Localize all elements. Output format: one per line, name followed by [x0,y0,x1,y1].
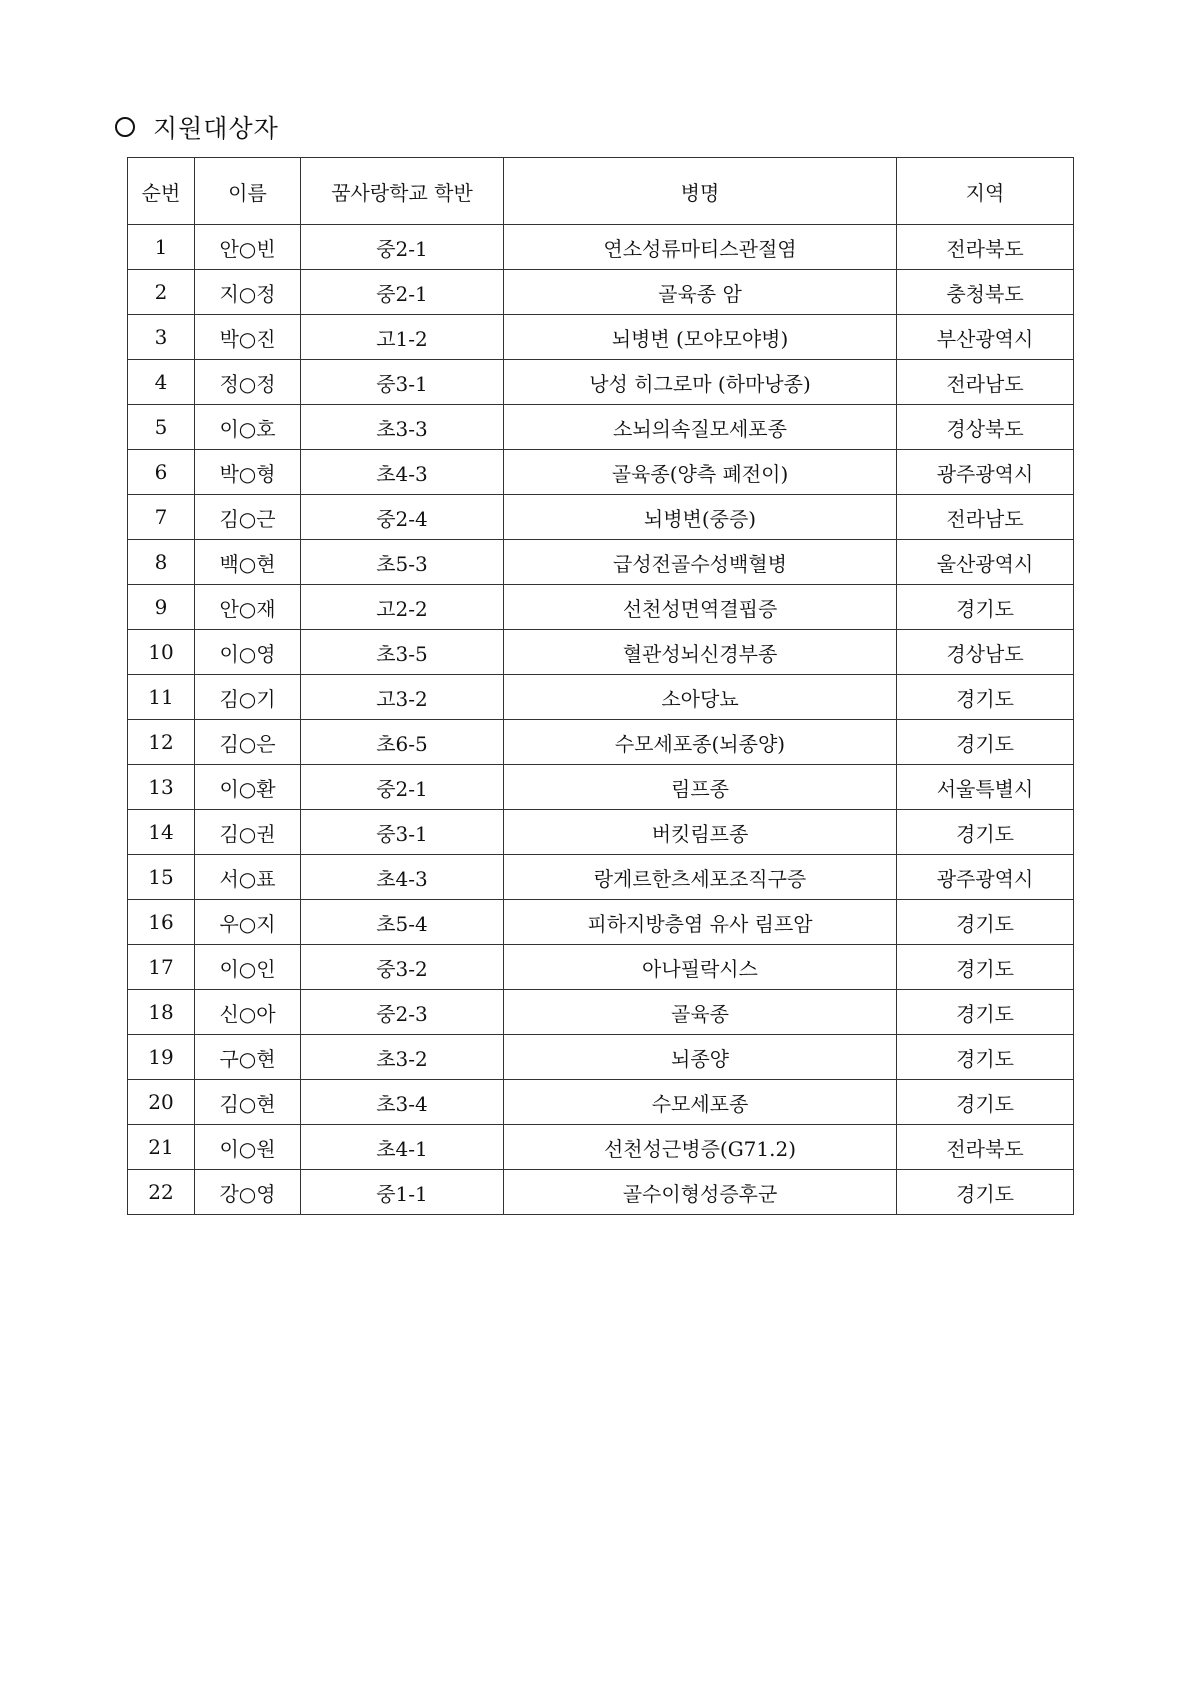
cell-region: 경기도 [897,810,1074,855]
cell-name: 김○기 [195,675,301,720]
table-row [128,495,1074,540]
table-row [128,540,1074,585]
cell-region: 경상남도 [897,630,1074,675]
table-row [128,855,1074,900]
cell-num: 20 [128,1080,195,1125]
cell-region: 경기도 [897,990,1074,1035]
cell-disease: 랑게르한츠세포조직구증 [504,855,897,900]
cell-name: 안○빈 [195,225,301,270]
cell-class: 중3-2 [301,945,504,990]
cell-name: 이○원 [195,1125,301,1170]
table-header-row [128,158,1074,225]
cell-num: 9 [128,585,195,630]
cell-name: 구○현 [195,1035,301,1080]
cell-region: 전라북도 [897,225,1074,270]
cell-class: 초3-5 [301,630,504,675]
cell-region: 광주광역시 [897,450,1074,495]
cell-name: 신○아 [195,990,301,1035]
cell-num: 8 [128,540,195,585]
cell-region: 전라남도 [897,495,1074,540]
cell-name: 강○영 [195,1170,301,1215]
cell-name: 이○호 [195,405,301,450]
cell-disease: 낭성 히그로마 (하마낭종) [504,360,897,405]
support-recipients-table [127,157,1074,1215]
cell-class: 고1-2 [301,315,504,360]
cell-disease: 선천성근병증(G71.2) [504,1125,897,1170]
cell-region: 경기도 [897,585,1074,630]
cell-disease: 뇌병변 (모야모야병) [504,315,897,360]
cell-class: 고3-2 [301,675,504,720]
header-disease: 병명 [504,158,897,225]
cell-region: 광주광역시 [897,855,1074,900]
cell-class: 중2-1 [301,225,504,270]
section-title: 지원대상자 [153,114,279,143]
table-row [128,450,1074,495]
cell-num: 22 [128,1170,195,1215]
cell-class: 중3-1 [301,360,504,405]
table-row [128,900,1074,945]
cell-disease: 뇌종양 [504,1035,897,1080]
cell-region: 부산광역시 [897,315,1074,360]
cell-num: 18 [128,990,195,1035]
cell-name: 박○형 [195,450,301,495]
cell-disease: 수모세포종 [504,1080,897,1125]
cell-name: 정○정 [195,360,301,405]
table-row [128,675,1074,720]
cell-region: 전라남도 [897,360,1074,405]
cell-disease: 선천성면역결핍증 [504,585,897,630]
cell-disease: 골육종 암 [504,270,897,315]
table-row [128,225,1074,270]
cell-class: 중2-4 [301,495,504,540]
cell-disease: 골수이형성증후군 [504,1170,897,1215]
cell-name: 박○진 [195,315,301,360]
cell-disease: 버킷림프종 [504,810,897,855]
cell-num: 6 [128,450,195,495]
table-row [128,810,1074,855]
cell-disease: 소뇌의속질모세포종 [504,405,897,450]
cell-class: 초3-3 [301,405,504,450]
table-row [128,945,1074,990]
cell-num: 1 [128,225,195,270]
cell-region: 충청북도 [897,270,1074,315]
cell-class: 중2-1 [301,765,504,810]
cell-name: 김○근 [195,495,301,540]
table-row [128,1170,1074,1215]
table-row [128,585,1074,630]
cell-disease: 아나필락시스 [504,945,897,990]
cell-region: 경기도 [897,900,1074,945]
cell-disease: 수모세포종(뇌종양) [504,720,897,765]
cell-class: 중2-1 [301,270,504,315]
table-row [128,405,1074,450]
table-row [128,1080,1074,1125]
cell-num: 3 [128,315,195,360]
cell-region: 울산광역시 [897,540,1074,585]
cell-disease: 혈관성뇌신경부종 [504,630,897,675]
cell-name: 서○표 [195,855,301,900]
cell-name: 이○환 [195,765,301,810]
cell-region: 경기도 [897,945,1074,990]
cell-region: 경기도 [897,720,1074,765]
header-class: 꿈사랑학교 학반 [301,158,504,225]
cell-num: 13 [128,765,195,810]
table-row [128,720,1074,765]
table-row [128,1035,1074,1080]
cell-class: 고2-2 [301,585,504,630]
cell-class: 초3-4 [301,1080,504,1125]
cell-class: 중2-3 [301,990,504,1035]
cell-region: 경기도 [897,675,1074,720]
header-num: 순번 [128,158,195,225]
table-row [128,360,1074,405]
cell-name: 이○인 [195,945,301,990]
cell-num: 7 [128,495,195,540]
cell-name: 김○현 [195,1080,301,1125]
header-name: 이름 [195,158,301,225]
cell-num: 21 [128,1125,195,1170]
cell-region: 경기도 [897,1170,1074,1215]
cell-num: 10 [128,630,195,675]
cell-name: 우○지 [195,900,301,945]
cell-class: 초5-3 [301,540,504,585]
cell-disease: 급성전골수성백혈병 [504,540,897,585]
cell-region: 서울특별시 [897,765,1074,810]
cell-region: 경기도 [897,1035,1074,1080]
cell-class: 초4-3 [301,450,504,495]
cell-class: 초6-5 [301,720,504,765]
cell-class: 중1-1 [301,1170,504,1215]
cell-name: 김○은 [195,720,301,765]
cell-class: 중3-1 [301,810,504,855]
cell-name: 안○재 [195,585,301,630]
cell-region: 경상북도 [897,405,1074,450]
cell-class: 초4-3 [301,855,504,900]
circle-bullet-icon [115,117,135,137]
cell-disease: 골육종 [504,990,897,1035]
table-row [128,270,1074,315]
cell-class: 초3-2 [301,1035,504,1080]
header-region: 지역 [897,158,1074,225]
cell-class: 초4-1 [301,1125,504,1170]
cell-class: 초5-4 [301,900,504,945]
cell-num: 11 [128,675,195,720]
cell-num: 2 [128,270,195,315]
cell-disease: 연소성류마티스관절염 [504,225,897,270]
cell-num: 17 [128,945,195,990]
cell-name: 백○현 [195,540,301,585]
cell-num: 15 [128,855,195,900]
cell-num: 16 [128,900,195,945]
cell-disease: 림프종 [504,765,897,810]
cell-disease: 피하지방층염 유사 림프암 [504,900,897,945]
table-row [128,315,1074,360]
cell-region: 경기도 [897,1080,1074,1125]
section-heading [115,108,279,146]
cell-num: 12 [128,720,195,765]
cell-name: 이○영 [195,630,301,675]
table-row [128,1125,1074,1170]
table-row [128,990,1074,1035]
cell-num: 4 [128,360,195,405]
cell-disease: 소아당뇨 [504,675,897,720]
table-row [128,765,1074,810]
cell-name: 김○권 [195,810,301,855]
cell-name: 지○정 [195,270,301,315]
cell-disease: 뇌병변(중증) [504,495,897,540]
cell-num: 14 [128,810,195,855]
cell-region: 전라북도 [897,1125,1074,1170]
table-row [128,630,1074,675]
cell-num: 5 [128,405,195,450]
cell-num: 19 [128,1035,195,1080]
cell-disease: 골육종(양측 폐전이) [504,450,897,495]
table-body [128,225,1074,1215]
